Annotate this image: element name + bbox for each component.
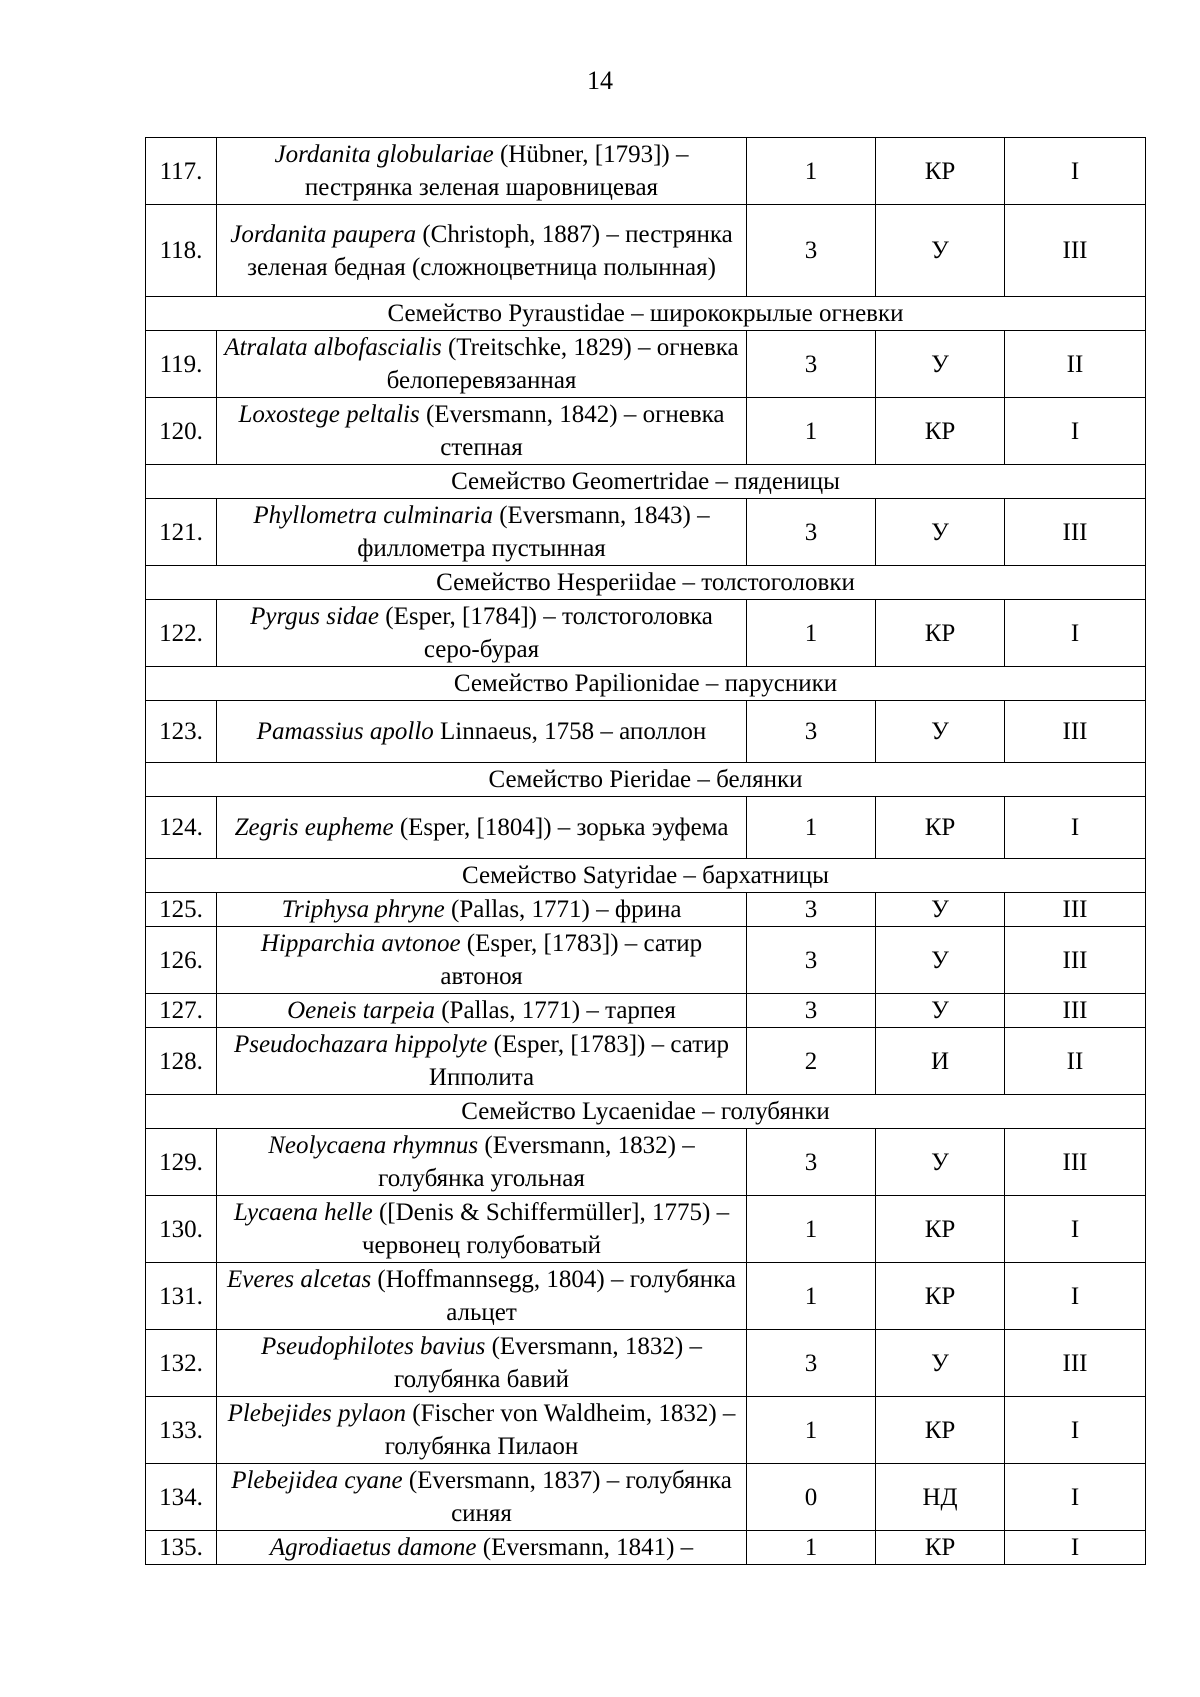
family-header: Семейство Satyridae – бархатницы bbox=[146, 859, 1146, 893]
latin-name: Plebejides pylaon bbox=[227, 1400, 406, 1427]
author-and-common-name: (Esper, [1783]) – сатир автоноя bbox=[440, 930, 703, 990]
species-row bbox=[146, 927, 1146, 994]
species-name-cell bbox=[217, 797, 747, 859]
latin-name: Zegris eupheme bbox=[234, 814, 394, 841]
row-number: 134. bbox=[146, 1464, 217, 1531]
priority-cell: II bbox=[1005, 331, 1146, 398]
latin-name: Loxostege peltalis bbox=[238, 401, 420, 428]
author-and-common-name: (Pallas, 1771) – тарпея bbox=[434, 997, 676, 1024]
species-row bbox=[146, 1464, 1146, 1531]
author-and-common-name: ([Denis & Schiffermüller], 1775) – червонец голубоватый bbox=[361, 1199, 730, 1259]
category-cell: 3 bbox=[747, 205, 876, 297]
species-name-cell bbox=[217, 1397, 747, 1464]
latin-name: Agrodiaetus damone bbox=[269, 1534, 477, 1561]
species-row bbox=[146, 205, 1146, 297]
latin-name: Hipparchia avtonoe bbox=[260, 930, 461, 957]
species-row bbox=[146, 994, 1146, 1028]
species-row bbox=[146, 1531, 1146, 1565]
row-number: 126. bbox=[146, 927, 217, 994]
species-row bbox=[146, 701, 1146, 763]
row-number: 130. bbox=[146, 1196, 217, 1263]
category-cell: 3 bbox=[747, 994, 876, 1028]
species-name-cell bbox=[217, 701, 747, 763]
species-name-cell bbox=[217, 331, 747, 398]
author-and-common-name: (Treitschke, 1829) – огневка белоперевязанная bbox=[386, 334, 739, 394]
species-row bbox=[146, 1196, 1146, 1263]
species-name-cell bbox=[217, 1263, 747, 1330]
latin-name: Everes alcetas bbox=[227, 1266, 372, 1293]
category-cell: 3 bbox=[747, 1330, 876, 1397]
row-number: 131. bbox=[146, 1263, 217, 1330]
status-cell: У bbox=[876, 701, 1005, 763]
priority-cell: III bbox=[1005, 927, 1146, 994]
category-cell: 3 bbox=[747, 927, 876, 994]
latin-name: Neolycaena rhymnus bbox=[268, 1132, 479, 1159]
latin-name: Triphysa phryne bbox=[281, 896, 445, 923]
family-header-row bbox=[146, 859, 1146, 893]
species-name-cell bbox=[217, 927, 747, 994]
latin-name: Pamassius apollo bbox=[256, 718, 434, 745]
row-number: 117. bbox=[146, 138, 217, 205]
author-and-common-name: Linnaeus, 1758 – аполлон bbox=[433, 718, 707, 745]
row-number: 127. bbox=[146, 994, 217, 1028]
family-header: Семейство Hesperiidae – толстоголовки bbox=[146, 566, 1146, 600]
latin-name: Phyllometra culminaria bbox=[253, 502, 493, 529]
species-name-cell bbox=[217, 398, 747, 465]
status-cell: КР bbox=[876, 1263, 1005, 1330]
category-cell: 1 bbox=[747, 600, 876, 667]
latin-name: Lycaena helle bbox=[233, 1199, 373, 1226]
row-number: 119. bbox=[146, 331, 217, 398]
author-and-common-name: (Eversmann, 1832) – голубянка угольная bbox=[378, 1132, 695, 1192]
row-number: 124. bbox=[146, 797, 217, 859]
category-cell: 1 bbox=[747, 1263, 876, 1330]
species-name-cell bbox=[217, 994, 747, 1028]
priority-cell: I bbox=[1005, 797, 1146, 859]
species-row bbox=[146, 1397, 1146, 1464]
priority-cell: III bbox=[1005, 994, 1146, 1028]
species-name-cell bbox=[217, 600, 747, 667]
species-name-cell bbox=[217, 1129, 747, 1196]
species-name-cell bbox=[217, 1531, 747, 1565]
species-name-cell bbox=[217, 138, 747, 205]
row-number: 128. bbox=[146, 1028, 217, 1095]
priority-cell: III bbox=[1005, 499, 1146, 566]
latin-name: Plebejidea cyane bbox=[231, 1467, 403, 1494]
family-header: Семейство Papilionidae – парусники bbox=[146, 667, 1146, 701]
priority-cell: I bbox=[1005, 1263, 1146, 1330]
priority-cell: III bbox=[1005, 1330, 1146, 1397]
species-row bbox=[146, 398, 1146, 465]
status-cell: У bbox=[876, 1330, 1005, 1397]
priority-cell: I bbox=[1005, 398, 1146, 465]
family-header-row bbox=[146, 763, 1146, 797]
author-and-common-name: (Esper, [1784]) – толстоголовка серо-бурая bbox=[379, 603, 713, 663]
latin-name: Jordanita paupera bbox=[230, 220, 417, 248]
category-cell: 1 bbox=[747, 1397, 876, 1464]
species-row bbox=[146, 331, 1146, 398]
priority-cell: I bbox=[1005, 1196, 1146, 1263]
species-row bbox=[146, 1129, 1146, 1196]
category-cell: 3 bbox=[747, 499, 876, 566]
category-cell: 1 bbox=[747, 1196, 876, 1263]
species-row bbox=[146, 138, 1146, 205]
priority-cell: I bbox=[1005, 1397, 1146, 1464]
family-header: Семейство Pyraustidae – ширококрылые огневки bbox=[146, 297, 1146, 331]
status-cell: КР bbox=[876, 1397, 1005, 1464]
author-and-common-name: (Eversmann, 1837) – голубянка синяя bbox=[402, 1467, 732, 1527]
family-header-row bbox=[146, 465, 1146, 499]
priority-cell: III bbox=[1005, 893, 1146, 927]
status-cell: У bbox=[876, 927, 1005, 994]
status-cell: КР bbox=[876, 398, 1005, 465]
category-cell: 3 bbox=[747, 893, 876, 927]
author-and-common-name: (Hübner, [1793]) – пестрянка зеленая шаровницевая bbox=[304, 141, 689, 201]
status-cell: У bbox=[876, 205, 1005, 297]
category-cell: 3 bbox=[747, 331, 876, 398]
status-cell: У bbox=[876, 499, 1005, 566]
status-cell: У bbox=[876, 1129, 1005, 1196]
priority-cell: I bbox=[1005, 600, 1146, 667]
row-number: 133. bbox=[146, 1397, 217, 1464]
row-number: 120. bbox=[146, 398, 217, 465]
species-name-cell bbox=[217, 205, 747, 297]
author-and-common-name: (Fischer von Waldheim, 1832) – голубянка Пилаон bbox=[384, 1400, 736, 1460]
category-cell: 2 bbox=[747, 1028, 876, 1095]
species-table bbox=[145, 137, 1146, 1565]
species-row bbox=[146, 600, 1146, 667]
species-row bbox=[146, 499, 1146, 566]
species-name-cell bbox=[217, 1330, 747, 1397]
species-row bbox=[146, 1330, 1146, 1397]
latin-name: Pseudophilotes bavius bbox=[261, 1333, 486, 1360]
page-number: 14 bbox=[587, 66, 613, 95]
priority-cell: III bbox=[1005, 1129, 1146, 1196]
latin-name: Pyrgus sidae bbox=[250, 603, 380, 630]
status-cell: И bbox=[876, 1028, 1005, 1095]
row-number: 118. bbox=[146, 205, 217, 297]
species-name-cell bbox=[217, 499, 747, 566]
category-cell: 3 bbox=[747, 1129, 876, 1196]
status-cell: КР bbox=[876, 797, 1005, 859]
latin-name: Oeneis tarpeia bbox=[287, 997, 435, 1024]
author-and-common-name: (Esper, [1804]) – зорька эуфема bbox=[393, 814, 729, 841]
row-number: 132. bbox=[146, 1330, 217, 1397]
row-number: 135. bbox=[146, 1531, 217, 1565]
row-number: 121. bbox=[146, 499, 217, 566]
priority-cell: III bbox=[1005, 205, 1146, 297]
priority-cell: II bbox=[1005, 1028, 1146, 1095]
priority-cell: I bbox=[1005, 138, 1146, 205]
author-and-common-name: (Eversmann, 1841) – bbox=[476, 1534, 694, 1561]
row-number: 123. bbox=[146, 701, 217, 763]
latin-name: Jordanita globulariae bbox=[274, 141, 494, 168]
family-header-row bbox=[146, 1095, 1146, 1129]
species-row bbox=[146, 797, 1146, 859]
category-cell: 1 bbox=[747, 138, 876, 205]
status-cell: КР bbox=[876, 1531, 1005, 1565]
species-name-cell bbox=[217, 1028, 747, 1095]
status-cell: НД bbox=[876, 1464, 1005, 1531]
species-name-cell bbox=[217, 893, 747, 927]
status-cell: У bbox=[876, 893, 1005, 927]
family-header: Семейство Geomertridae – пяденицы bbox=[146, 465, 1146, 499]
category-cell: 0 bbox=[747, 1464, 876, 1531]
family-header: Семейство Lycaenidae – голубянки bbox=[146, 1095, 1146, 1129]
species-table-body bbox=[146, 138, 1146, 1565]
author-and-common-name: (Hoffmannsegg, 1804) – голубянка альцет bbox=[371, 1266, 736, 1326]
species-row bbox=[146, 1028, 1146, 1095]
species-name-cell bbox=[217, 1464, 747, 1531]
category-cell: 3 bbox=[747, 701, 876, 763]
category-cell: 1 bbox=[747, 797, 876, 859]
row-number: 122. bbox=[146, 600, 217, 667]
author-and-common-name: (Christoph, 1887) – пестрянка зеленая бедная (сложноцветница полынная) bbox=[247, 220, 733, 281]
category-cell: 1 bbox=[747, 1531, 876, 1565]
species-row bbox=[146, 1263, 1146, 1330]
category-cell: 1 bbox=[747, 398, 876, 465]
latin-name: Atralata albofascialis bbox=[224, 334, 442, 361]
author-and-common-name: (Pallas, 1771) – фрина bbox=[444, 896, 682, 923]
family-header-row bbox=[146, 297, 1146, 331]
status-cell: КР bbox=[876, 600, 1005, 667]
author-and-common-name: (Eversmann, 1843) – филлометра пустынная bbox=[357, 502, 710, 562]
species-name-cell bbox=[217, 1196, 747, 1263]
species-row bbox=[146, 893, 1146, 927]
family-header-row bbox=[146, 566, 1146, 600]
author-and-common-name: (Eversmann, 1842) – огневка степная bbox=[419, 401, 725, 461]
status-cell: КР bbox=[876, 1196, 1005, 1263]
row-number: 129. bbox=[146, 1129, 217, 1196]
family-header: Семейство Pieridae – белянки bbox=[146, 763, 1146, 797]
priority-cell: I bbox=[1005, 1531, 1146, 1565]
family-header-row bbox=[146, 667, 1146, 701]
status-cell: У bbox=[876, 331, 1005, 398]
author-and-common-name: (Esper, [1783]) – сатир Ипполита bbox=[428, 1031, 730, 1091]
latin-name: Pseudochazara hippolyte bbox=[233, 1031, 488, 1058]
status-cell: У bbox=[876, 994, 1005, 1028]
priority-cell: I bbox=[1005, 1464, 1146, 1531]
status-cell: КР bbox=[876, 138, 1005, 205]
row-number: 125. bbox=[146, 893, 217, 927]
author-and-common-name: (Eversmann, 1832) – голубянка бавий bbox=[394, 1333, 702, 1393]
priority-cell: III bbox=[1005, 701, 1146, 763]
